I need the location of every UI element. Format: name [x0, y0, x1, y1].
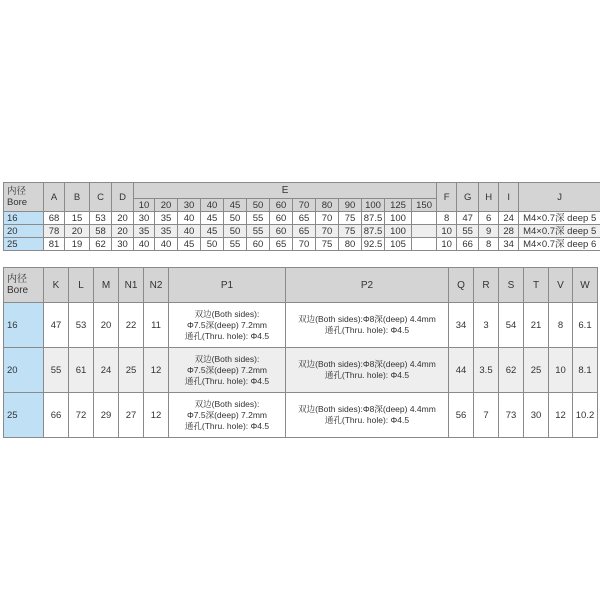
cell-p2: [286, 393, 449, 438]
cell-d: 20: [112, 212, 134, 225]
cell-j: M4×0.7深 deep 5: [519, 212, 600, 225]
cell-e-empty: [412, 212, 437, 225]
p1-line: Φ7.5深(deep) 7.2mm: [186, 319, 267, 330]
cell-e: 80: [339, 238, 362, 251]
cell-v: 8: [549, 303, 573, 348]
e-stroke-45: 45: [224, 199, 247, 212]
cell-e: 55: [247, 225, 270, 238]
cell-h: 6: [479, 212, 499, 225]
e-stroke-100: 100: [362, 199, 385, 212]
e-stroke-60: 60: [270, 199, 293, 212]
cell-f: 10: [437, 225, 457, 238]
cell-e: 70: [316, 212, 339, 225]
cell-p1: [169, 393, 286, 438]
cell-e-empty: [412, 225, 437, 238]
cell-e: 45: [178, 238, 201, 251]
bore-header: [4, 183, 44, 212]
cell-t: 21: [524, 303, 549, 348]
e-stroke-150: 150: [412, 199, 437, 212]
p2-line: 双边(Both sides):Φ8深(deep) 4.4mm: [298, 404, 436, 414]
table-row: [4, 238, 600, 251]
cell-p2: [286, 303, 449, 348]
p1-line: Φ7.5深(deep) 7.2mm: [186, 364, 267, 375]
cell-e: 45: [201, 212, 224, 225]
p1-line: 通孔(Thru. hole): Φ4.5: [184, 375, 270, 386]
cell-b: 19: [65, 238, 90, 251]
cell-s: 73: [499, 393, 524, 438]
cell-q: 44: [449, 348, 474, 393]
header-j: J: [519, 183, 600, 212]
cell-g: 66: [457, 238, 479, 251]
cell-s: 62: [499, 348, 524, 393]
header-b: B: [65, 183, 90, 212]
cell-e: 75: [339, 212, 362, 225]
bore-value: 16: [4, 212, 44, 225]
cell-e: 70: [316, 225, 339, 238]
cell-e: 87.5: [362, 225, 385, 238]
bore-value: 25: [4, 393, 44, 438]
dimension-table-2: [3, 267, 598, 438]
cell-q: 34: [449, 303, 474, 348]
cell-r: 3.5: [474, 348, 499, 393]
header-w: W: [573, 268, 598, 303]
cell-v: 10: [549, 348, 573, 393]
bore-value: 20: [4, 348, 44, 393]
cell-e: 40: [134, 238, 155, 251]
header-v: V: [549, 268, 573, 303]
cell-n2: 11: [144, 303, 169, 348]
header-g: G: [457, 183, 479, 212]
cell-d: 30: [112, 238, 134, 251]
cell-k: 47: [44, 303, 69, 348]
cell-i: 24: [499, 212, 519, 225]
cell-e: 60: [270, 225, 293, 238]
cell-e: 30: [134, 212, 155, 225]
bore-header-cn: 内径: [7, 186, 27, 197]
cell-l: 61: [69, 348, 94, 393]
cell-e: 105: [385, 238, 412, 251]
cell-c: 53: [90, 212, 112, 225]
cell-e: 65: [270, 238, 293, 251]
cell-g: 55: [457, 225, 479, 238]
bore-header-en: Bore: [7, 197, 28, 208]
cell-e: 87.5: [362, 212, 385, 225]
header-h: H: [479, 183, 499, 212]
cell-n2: 12: [144, 348, 169, 393]
cell-w: 10.2: [573, 393, 598, 438]
cell-e: 45: [201, 225, 224, 238]
bore-header-en: Bore: [7, 285, 29, 296]
cell-m: 24: [94, 348, 119, 393]
cell-l: 72: [69, 393, 94, 438]
header-f: F: [437, 183, 457, 212]
header-l: L: [69, 268, 94, 303]
cell-e: 40: [178, 212, 201, 225]
cell-c: 58: [90, 225, 112, 238]
cell-e: 35: [155, 225, 178, 238]
e-stroke-20: 20: [155, 199, 178, 212]
e-stroke-40: 40: [201, 199, 224, 212]
cell-n1: 25: [119, 348, 144, 393]
e-stroke-70: 70: [293, 199, 316, 212]
cell-e: 35: [134, 225, 155, 238]
cell-e: 65: [293, 225, 316, 238]
cell-l: 53: [69, 303, 94, 348]
p2-line: 通孔(Thru. hole): Φ4.5: [324, 325, 410, 335]
header-t: T: [524, 268, 549, 303]
cell-a: 81: [44, 238, 65, 251]
header-c: C: [90, 183, 112, 212]
bore-value: 16: [4, 303, 44, 348]
cell-h: 8: [479, 238, 499, 251]
table-row: [4, 225, 600, 238]
cell-n1: 22: [119, 303, 144, 348]
cell-n1: 27: [119, 393, 144, 438]
table-row: [4, 303, 598, 348]
cell-m: 29: [94, 393, 119, 438]
cell-e: 75: [339, 225, 362, 238]
cell-k: 66: [44, 393, 69, 438]
cell-f: 10: [437, 238, 457, 251]
p1-line: Φ7.5深(deep) 7.2mm: [186, 409, 267, 420]
table-row: [4, 348, 598, 393]
cell-p1: [169, 348, 286, 393]
cell-a: 78: [44, 225, 65, 238]
cell-q: 56: [449, 393, 474, 438]
cell-e: 35: [155, 212, 178, 225]
cell-d: 20: [112, 225, 134, 238]
p1-line: 通孔(Thru. hole): Φ4.5: [184, 330, 270, 341]
cell-e: 70: [293, 238, 316, 251]
p2-line: 双边(Both sides):Φ8深(deep) 4.4mm: [298, 314, 436, 324]
cell-p1: [169, 303, 286, 348]
cell-a: 68: [44, 212, 65, 225]
header-s: S: [499, 268, 524, 303]
bore-header: [4, 268, 44, 303]
bore-value: 25: [4, 238, 44, 251]
header-d: D: [112, 183, 134, 212]
cell-j: M4×0.7深 deep 6: [519, 238, 600, 251]
cell-t: 25: [524, 348, 549, 393]
cell-b: 15: [65, 212, 90, 225]
header-r: R: [474, 268, 499, 303]
cell-k: 55: [44, 348, 69, 393]
header-e: E: [134, 183, 437, 199]
cell-t: 30: [524, 393, 549, 438]
cell-n2: 12: [144, 393, 169, 438]
cell-h: 9: [479, 225, 499, 238]
cell-v: 12: [549, 393, 573, 438]
p1-line: 双边(Both sides):: [194, 398, 260, 409]
cell-w: 6.1: [573, 303, 598, 348]
cell-c: 62: [90, 238, 112, 251]
cell-f: 8: [437, 212, 457, 225]
bore-value: 20: [4, 225, 44, 238]
p1-line: 双边(Both sides):: [194, 308, 260, 319]
cell-e-empty: [412, 238, 437, 251]
cell-i: 34: [499, 238, 519, 251]
p2-line: 通孔(Thru. hole): Φ4.5: [324, 415, 410, 425]
table-row: [4, 393, 598, 438]
bore-header-cn: 内径: [7, 274, 27, 285]
header-q: Q: [449, 268, 474, 303]
cell-i: 28: [499, 225, 519, 238]
cell-e: 50: [201, 238, 224, 251]
p1-line: 通孔(Thru. hole): Φ4.5: [184, 420, 270, 431]
cell-e: 92.5: [362, 238, 385, 251]
cell-g: 47: [457, 212, 479, 225]
cell-r: 7: [474, 393, 499, 438]
cell-j: M4×0.7深 deep 5: [519, 225, 600, 238]
header-k: K: [44, 268, 69, 303]
cell-p2: [286, 348, 449, 393]
cell-e: 75: [316, 238, 339, 251]
e-stroke-90: 90: [339, 199, 362, 212]
header-m: M: [94, 268, 119, 303]
cell-b: 20: [65, 225, 90, 238]
table-row: [4, 212, 600, 225]
p2-line: 双边(Both sides):Φ8深(deep) 4.4mm: [298, 359, 436, 369]
header-n1: N1: [119, 268, 144, 303]
table1-header-row-1: [4, 183, 600, 199]
header-a: A: [44, 183, 65, 212]
cell-e: 40: [178, 225, 201, 238]
cell-e: 40: [155, 238, 178, 251]
cell-r: 3: [474, 303, 499, 348]
e-stroke-50: 50: [247, 199, 270, 212]
p1-line: 双边(Both sides):: [194, 353, 260, 364]
cell-e: 55: [224, 238, 247, 251]
cell-e: 50: [224, 212, 247, 225]
cell-e: 60: [247, 238, 270, 251]
dimension-table-1: [3, 182, 600, 251]
cell-m: 20: [94, 303, 119, 348]
e-stroke-80: 80: [316, 199, 339, 212]
cell-e: 50: [224, 225, 247, 238]
header-n2: N2: [144, 268, 169, 303]
e-stroke-30: 30: [178, 199, 201, 212]
cell-e: 65: [293, 212, 316, 225]
header-p1: P1: [169, 268, 286, 303]
p2-line: 通孔(Thru. hole): Φ4.5: [324, 370, 410, 380]
cell-e: 60: [270, 212, 293, 225]
header-i: I: [499, 183, 519, 212]
cell-s: 54: [499, 303, 524, 348]
cell-e: 55: [247, 212, 270, 225]
e-stroke-10: 10: [134, 199, 155, 212]
table2-header-row: [4, 268, 598, 303]
e-stroke-125: 125: [385, 199, 412, 212]
cell-w: 8.1: [573, 348, 598, 393]
header-p2: P2: [286, 268, 449, 303]
cell-e: 100: [385, 212, 412, 225]
cell-e: 100: [385, 225, 412, 238]
